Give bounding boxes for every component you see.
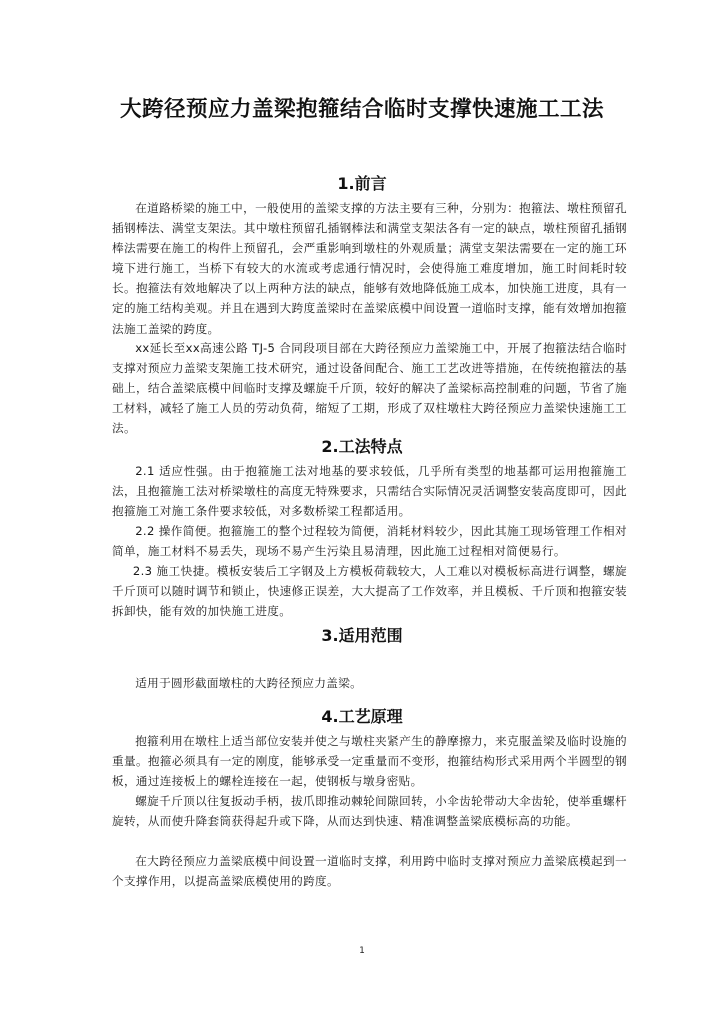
section-heading-features: 2.工法特点	[321, 437, 403, 456]
paragraph-principle-2: 螺旋千斤顶以往复扳动手柄，拔爪即推动棘轮间隙回转，小伞齿轮带动大伞齿轮，使举重螺杆旋转，从而使升降套筒获得起升或下降，从而达到快速、精准调整盖梁底模标高的功能。	[112, 794, 627, 829]
section-heading-preface: 1.前言	[337, 174, 387, 193]
paragraph-preface-2: xx延长至xx高速公路 TJ-5 合同段项目部在大跨径预应力盖梁施工中，开展了抱箍法结合临时支撑对预应力盖梁支架施工技术研究，通过设备间配合、施工工艺改进等措施，在传统抱箍法的基础上，结合盖梁底模中间临时支撑及螺旋千斤顶，较好的解决了盖梁标高控制难的问题，节省了施工材料，减轻了施工人员的劳动负荷，缩短了工期，形成了双柱墩柱大跨径预应力盖梁快速施工工法。	[112, 341, 627, 436]
section-heading-principle: 4.工艺原理	[321, 707, 403, 726]
paragraph-features-1: 2.1 适应性强。由于抱箍施工法对地基的要求较低，几乎所有类型的地基都可运用抱箍施工法，且抱箍施工法对桥梁墩柱的高度无特殊要求，只需结合实际情况灵活调整安装高度即可，因此抱箍施工对施工条件要求较低，对多数桥梁工程都适用。	[112, 464, 627, 519]
paragraph-principle-3: 在大跨径预应力盖梁底模中间设置一道临时支撑，利用跨中临时支撑对预应力盖梁底模起到一个支撑作用，以提高盖梁底模使用的跨度。	[112, 854, 627, 889]
paragraph-principle-1: 抱箍利用在墩柱上适当部位安装并使之与墩柱夹紧产生的静摩擦力，来克服盖梁及临时设施的重量。抱箍必须具有一定的刚度，能够承受一定重量而不变形，抱箍结构形式采用两个半圆型的钢板，通过连接板上的螺栓连接在一起，使钢板与墩身密贴。	[112, 734, 627, 789]
page-number: 1	[359, 946, 365, 956]
section-heading-scope: 3.适用范围	[321, 626, 403, 645]
paragraph-features-2: 2.2 操作简便。抱箍施工的整个过程较为简便，消耗材料较少，因此其施工现场管理工作相对简单，施工材料不易丢失，现场不易产生污染且易清理，因此施工过程相对简便易行。	[112, 524, 627, 559]
paragraph-preface-1: 在道路桥梁的施工中，一般使用的盖梁支撑的方法主要有三种，分别为：抱箍法、墩柱预留孔插钢棒法、满堂支架法。其中墩柱预留孔插钢棒法和满堂支架法各有一定的缺点，墩柱预留孔插钢棒法需要在施工的构件上预留孔，会严重影响到墩柱的外观质量；满堂支架法需要在一定的施工环境下进行施工，当桥下有较大的水流或考虑通行情况时，会使得施工难度增加，施工时间耗时较长。抱箍法有效地解决了以上两种方法的缺点，能够有效地降低施工成本，加快施工进度，具有一定的施工结构美观。并且在遇到大跨度盖梁时在盖梁底模中间设置一道临时支撑，能有效增加抱箍法施工盖梁的跨度。	[112, 201, 627, 336]
document-title: 大跨径预应力盖梁抱箍结合临时支撑快速施工工法	[119, 97, 604, 122]
paragraph-scope-1: 适用于圆形截面墩柱的大跨径预应力盖梁。	[135, 676, 363, 690]
paragraph-features-3: 2.3 施工快捷。模板安装后工字钢及上方模板荷载较大，人工难以对模板标高进行调整，螺旋千斤顶可以随时调节和锁止，快速修正误差，大大提高了工作效率，并且模板、千斤顶和抱箍安装拆卸快，能有效的加快施工进度。	[112, 564, 627, 619]
